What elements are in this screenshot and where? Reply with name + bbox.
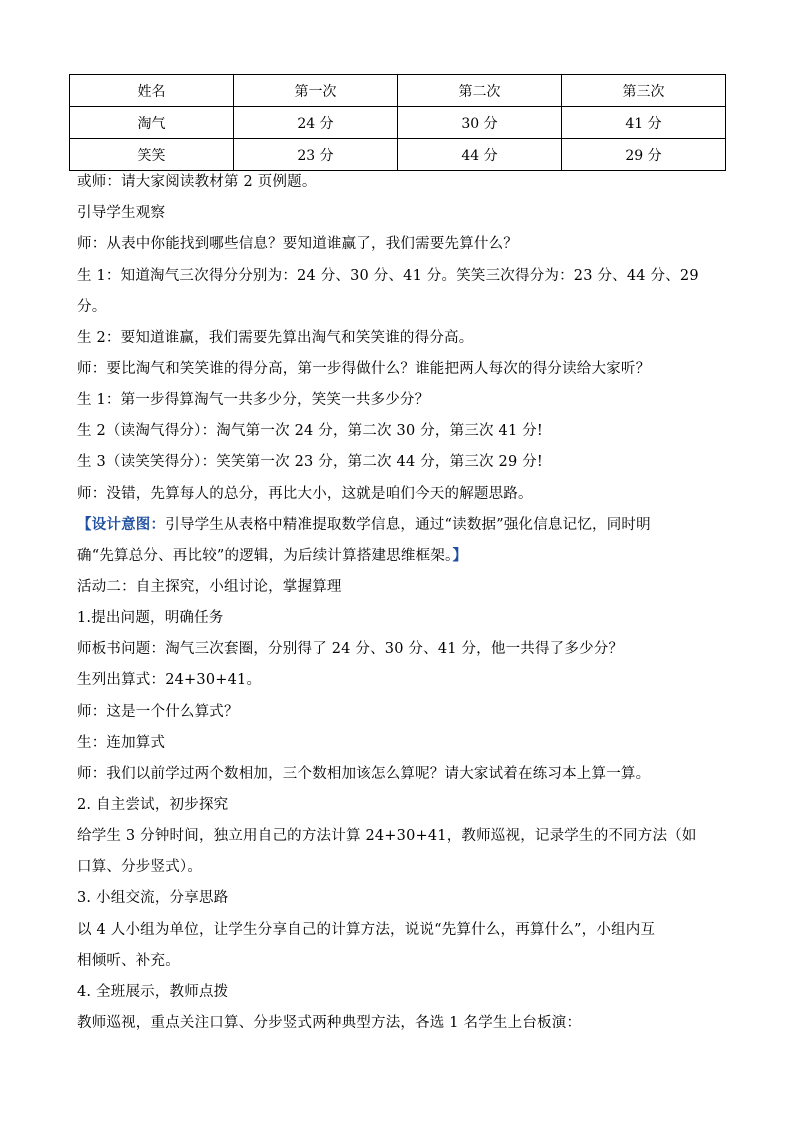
- text-line: 给学生 3 分钟时间，独立用自己的方法计算 24+30+41，教师巡视，记录学生的不同方法（如: [77, 828, 697, 844]
- design-intent-line: [77, 515, 651, 535]
- text-line: 相倾听、补充。: [77, 953, 180, 969]
- table-cell: 44 分: [398, 139, 562, 171]
- table-header-cell: 第二次: [398, 75, 562, 107]
- step-heading: 1.提出问题，明确任务: [77, 610, 224, 626]
- text-line: 生 1：第一步得算淘气一共多少分，笑笑一共多少分？: [77, 392, 430, 408]
- table-header-row: [70, 75, 726, 107]
- table-header-cell: 第一次: [234, 75, 398, 107]
- text-line: 口算、分步竖式）。: [77, 859, 203, 875]
- text-line: 师：从表中你能找到哪些信息？要知道谁赢了，我们需要先算什么？: [77, 236, 518, 252]
- table-row: [70, 107, 726, 139]
- step-heading: 2. 自主尝试，初步探究: [77, 797, 229, 813]
- text-line: 生列出算式：24+30+41。: [77, 672, 262, 688]
- table-row: [70, 139, 726, 171]
- design-intent-text: 引导学生从表格中精准提取数学信息，通过“读数据”强化信息记忆，同时明: [165, 517, 651, 533]
- text-line: 引导学生观察: [77, 205, 166, 221]
- text-line: 分。: [77, 299, 107, 315]
- text-line: 师：我们以前学过两个数相加，三个数相加该怎么算呢？请大家试着在练习本上算一算。: [77, 766, 651, 782]
- text-line: 生 2（读淘气得分）：淘气第一次 24 分，第二次 30 分，第三次 41 分!: [77, 423, 543, 439]
- text-line: 师：要比淘气和笑笑谁的得分高，第一步得做什么？谁能把两人每次的得分读给大家听？: [77, 361, 651, 377]
- table-cell: 30 分: [398, 107, 562, 139]
- score-table: [69, 74, 726, 171]
- design-intent-text: 确“先算总分、再比较”的逻辑，为后续计算搭建思维框架。: [77, 548, 453, 564]
- table-header-cell: 姓名: [70, 75, 234, 107]
- text-line: 师：没错，先算每人的总分，再比大小，这就是咱们今天的解题思路。: [77, 486, 533, 502]
- text-line: 生：连加算式: [77, 735, 166, 751]
- text-line: 教师巡视，重点关注口算、分步竖式两种典型方法，各选 1 名学生上台板演：: [77, 1015, 582, 1031]
- text-line: 生 3（读笑笑得分）：笑笑第一次 23 分，第二次 44 分，第三次 29 分!: [77, 454, 543, 470]
- design-intent-line: [77, 546, 467, 566]
- text-line: 生 1：知道淘气三次得分分别为：24 分、30 分、41 分。笑笑三次得分为：23 分、44 分、29: [77, 268, 699, 284]
- table-cell: 笑笑: [70, 139, 234, 171]
- section-heading: 活动二：自主探究，小组讨论，掌握算理: [77, 579, 342, 595]
- table-cell: 41 分: [562, 107, 726, 139]
- table-cell: 24 分: [234, 107, 398, 139]
- step-heading: 4. 全班展示，教师点拨: [77, 984, 229, 1000]
- text-line: 或师：请大家阅读教材第 2 页例题。: [77, 174, 317, 190]
- table-cell: 淘气: [70, 107, 234, 139]
- step-heading: 3. 小组交流，分享思路: [77, 890, 229, 906]
- design-intent-close: 】: [452, 547, 468, 564]
- text-line: 生 2：要知道谁赢，我们需要先算出淘气和笑笑谁的得分高。: [77, 330, 474, 346]
- design-intent-label: 【设计意图：: [77, 516, 166, 533]
- table-header-cell: 第三次: [562, 75, 726, 107]
- table-cell: 29 分: [562, 139, 726, 171]
- text-line: 师：这是一个什么算式？: [77, 704, 239, 720]
- text-line: 以 4 人小组为单位，让学生分享自己的计算方法，说说“先算什么，再算什么”，小组内互: [77, 922, 656, 938]
- text-line: 师板书问题：淘气三次套圈，分别得了 24 分、30 分、41 分，他一共得了多少分？: [77, 641, 624, 657]
- table-cell: 23 分: [234, 139, 398, 171]
